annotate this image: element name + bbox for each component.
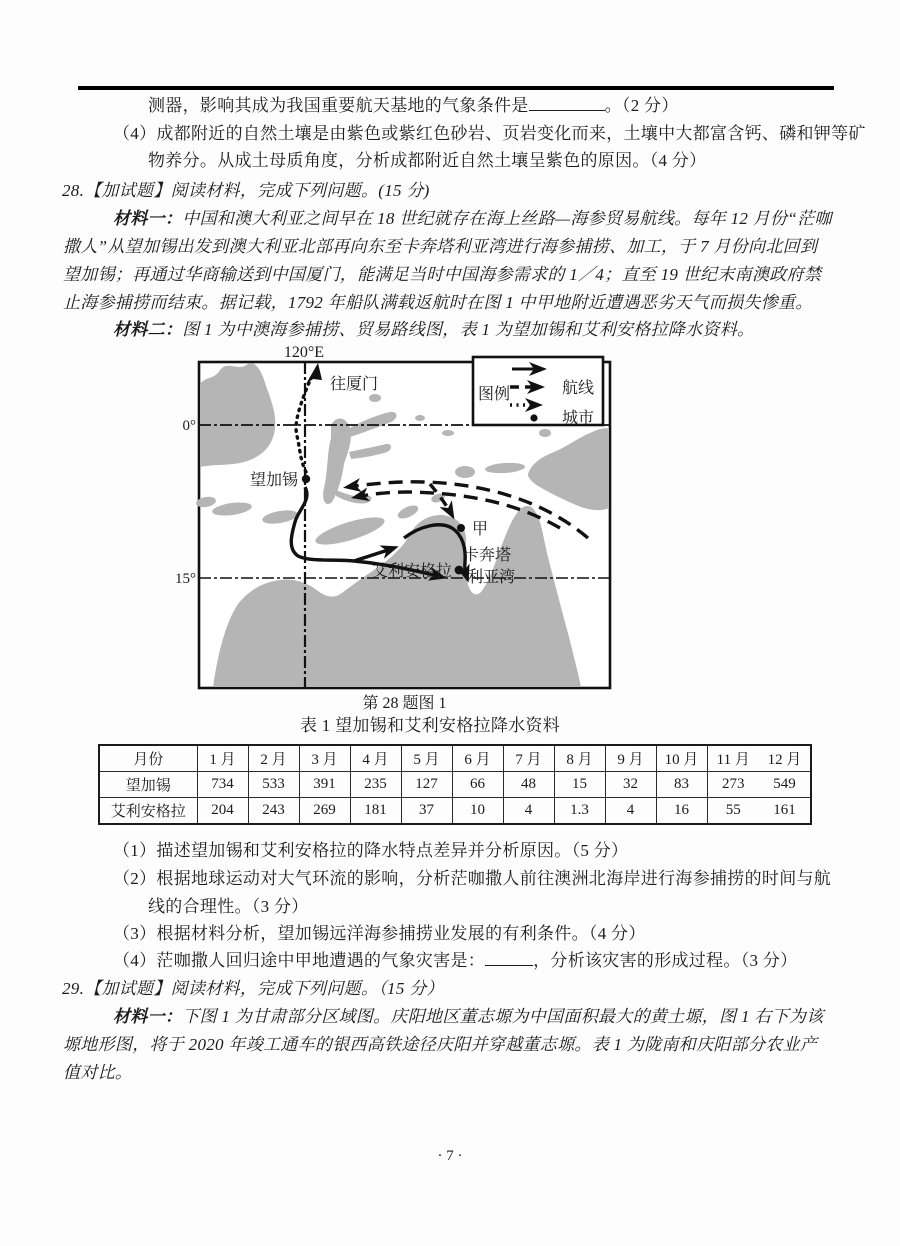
cell: 734 (197, 772, 248, 798)
q28-question-1: （1）描述望加锡和艾利安格拉的降水特点差异并分析原因。（5 分） (113, 841, 629, 860)
cell: 204 (197, 798, 248, 825)
cell: 10 (452, 798, 503, 825)
cell: 391 (299, 772, 350, 798)
col-header: 7 月 (503, 745, 554, 772)
city-dot-makassar (302, 475, 310, 483)
table-title: 表 1 望加锡和艾利安格拉降水资料 (299, 716, 561, 735)
island (415, 415, 425, 421)
label-arnhem: 艾利安格拉 (371, 563, 452, 580)
q29-material1-line1 (113, 1006, 824, 1028)
q29-material1-text1: 下图 1 为甘肃部分区域图。庆阳地区董志塬为中国面积最大的黄土塬，图 1 右下为该 (182, 1007, 824, 1026)
material1-text1: 中国和澳大利亚之间早在 18 世纪就存在海上丝路—海参贸易航线。每年 12 月份“茫咖 (182, 209, 832, 228)
legend-city-label: 城市 (562, 410, 595, 427)
island (442, 430, 454, 436)
material1-line3: 望加锡；再通过华商输送到中国厦门，能满足当时中国海参需求的 1／4；直至 19 世纪末南澳政府禁 (63, 265, 822, 284)
island (369, 394, 381, 402)
continuation-text: 测器，影响其成为我国重要航天基地的气象条件是 (148, 96, 529, 115)
island-buru (455, 466, 475, 478)
q29-material1-label: 材料一： (113, 1007, 183, 1026)
col-header: 12 月 (759, 745, 811, 772)
q28-question-2-line1: （2）根据地球运动对大气环流的影响，分析茫咖撒人前往澳洲北海岸进行海参捕捞的时间与航 (113, 869, 832, 888)
cell: 48 (503, 772, 554, 798)
col-header: 3 月 (299, 745, 350, 772)
cell: 83 (656, 772, 707, 798)
col-header: 11 月 (707, 745, 759, 772)
cell: 32 (605, 772, 656, 798)
label-longitude: 120°E (283, 344, 325, 361)
material2-line (113, 319, 754, 341)
material1-line4: 止海参捕捞而结束。据记载，1792 年船队满载返航时在图 1 中甲地附近遭遇恶劣天气而损失惨重。 (63, 293, 813, 312)
answer-blank (529, 95, 605, 111)
sea-route-map (160, 342, 620, 690)
row-label: 望加锡 (99, 772, 197, 798)
q28-question-4-prefix: （4）茫咖撒人回归途中甲地遭遇的气象灾害是： (113, 951, 486, 970)
col-header: 4 月 (350, 745, 401, 772)
cell: 269 (299, 798, 350, 825)
page-number: · 7 · (437, 1148, 463, 1164)
col-header: 2 月 (248, 745, 299, 772)
answer-blank (485, 950, 533, 966)
cell: 55 (707, 798, 759, 825)
material2-text: 图 1 为中澳海参捕捞、贸易路线图，表 1 为望加锡和艾利安格拉降水资料。 (182, 320, 755, 339)
map-caption: 第 28 题图 1 (362, 695, 447, 712)
cell: 1.3 (554, 798, 605, 825)
col-header: 5 月 (401, 745, 452, 772)
cell: 161 (759, 798, 811, 825)
cell: 235 (350, 772, 401, 798)
precipitation-table (98, 744, 812, 825)
q29-material1-line3: 值对比。 (63, 1063, 133, 1082)
table-row-makassar (99, 772, 811, 798)
label-gulf-line1: 卡奔塔 (463, 547, 512, 564)
q28-question-2-line2: 线的合理性。（3 分） (148, 897, 309, 916)
col-header: 10 月 (656, 745, 707, 772)
q29-material1-line2: 塬地形图，将于 2020 年竣工通车的银西高铁途径庆阳并穿越董志塬。表 1 为陇南和庆阳部分农业产 (63, 1035, 818, 1054)
table-row-arnhem (99, 798, 811, 825)
cell: 15 (554, 772, 605, 798)
table-header-row (99, 745, 811, 772)
material1-line2: 撒人”从望加锡出发到澳大利亚北部再向东至卡奔塔利亚湾进行海参捕捞、加工，于 7 月份向北回到 (63, 237, 818, 256)
q28-question-3: （3）根据材料分析，望加锡远洋海参捕捞业发展的有利条件。（4 分） (113, 924, 646, 943)
cell: 181 (350, 798, 401, 825)
legend-title: 图例 (478, 386, 511, 403)
legend-city-dot-icon (530, 414, 537, 421)
legend-route-label: 航线 (562, 380, 595, 397)
header-rule (78, 86, 834, 90)
question-28-heading: 28.【加试题】阅读材料，完成下列问题。(15 分) (62, 181, 430, 200)
continuation-score: 。（2 分） (604, 96, 679, 115)
map-legend (473, 357, 603, 427)
col-header: 9 月 (605, 745, 656, 772)
material1-line1 (113, 208, 832, 230)
q27-part4-line1: （4）成都附近的自然土壤是由紫色或紫红色砂岩、页岩变化而来，土壤中大都富含钙、磷和钾等矿 (113, 124, 866, 143)
label-to-xiamen: 往厦门 (330, 376, 379, 393)
cell: 127 (401, 772, 452, 798)
row-label: 艾利安格拉 (99, 798, 197, 825)
continuation-line (148, 95, 679, 117)
city-dot-arnhem (455, 566, 464, 575)
cell: 243 (248, 798, 299, 825)
cell: 273 (707, 772, 759, 798)
col-header: 月份 (99, 745, 197, 772)
label-equator: 0° (182, 418, 196, 434)
city-dot-jia (457, 524, 465, 532)
col-header: 6 月 (452, 745, 503, 772)
cell: 4 (503, 798, 554, 825)
island (539, 429, 551, 437)
cell: 16 (656, 798, 707, 825)
cell: 533 (248, 772, 299, 798)
col-header: 8 月 (554, 745, 605, 772)
label-lat15: 15° (175, 571, 196, 587)
cell: 4 (605, 798, 656, 825)
material2-label: 材料二： (113, 320, 183, 339)
q28-question-4-suffix: ，分析该灾害的形成过程。（3 分） (533, 951, 798, 970)
label-gulf-line2: 利亚湾 (467, 569, 516, 586)
label-makassar: 望加锡 (249, 472, 298, 489)
q27-part4-line2: 物养分。从成土母质角度，分析成都附近自然土壤呈紫色的原因。（4 分） (148, 151, 707, 170)
cell: 549 (759, 772, 811, 798)
material1-label: 材料一： (113, 209, 183, 228)
cell: 37 (401, 798, 452, 825)
label-jia: 甲 (472, 521, 489, 538)
question-29-heading: 29.【加试题】阅读材料，完成下列问题。（15 分） (62, 979, 444, 998)
col-header: 1 月 (197, 745, 248, 772)
cell: 66 (452, 772, 503, 798)
q28-question-4 (113, 950, 797, 972)
